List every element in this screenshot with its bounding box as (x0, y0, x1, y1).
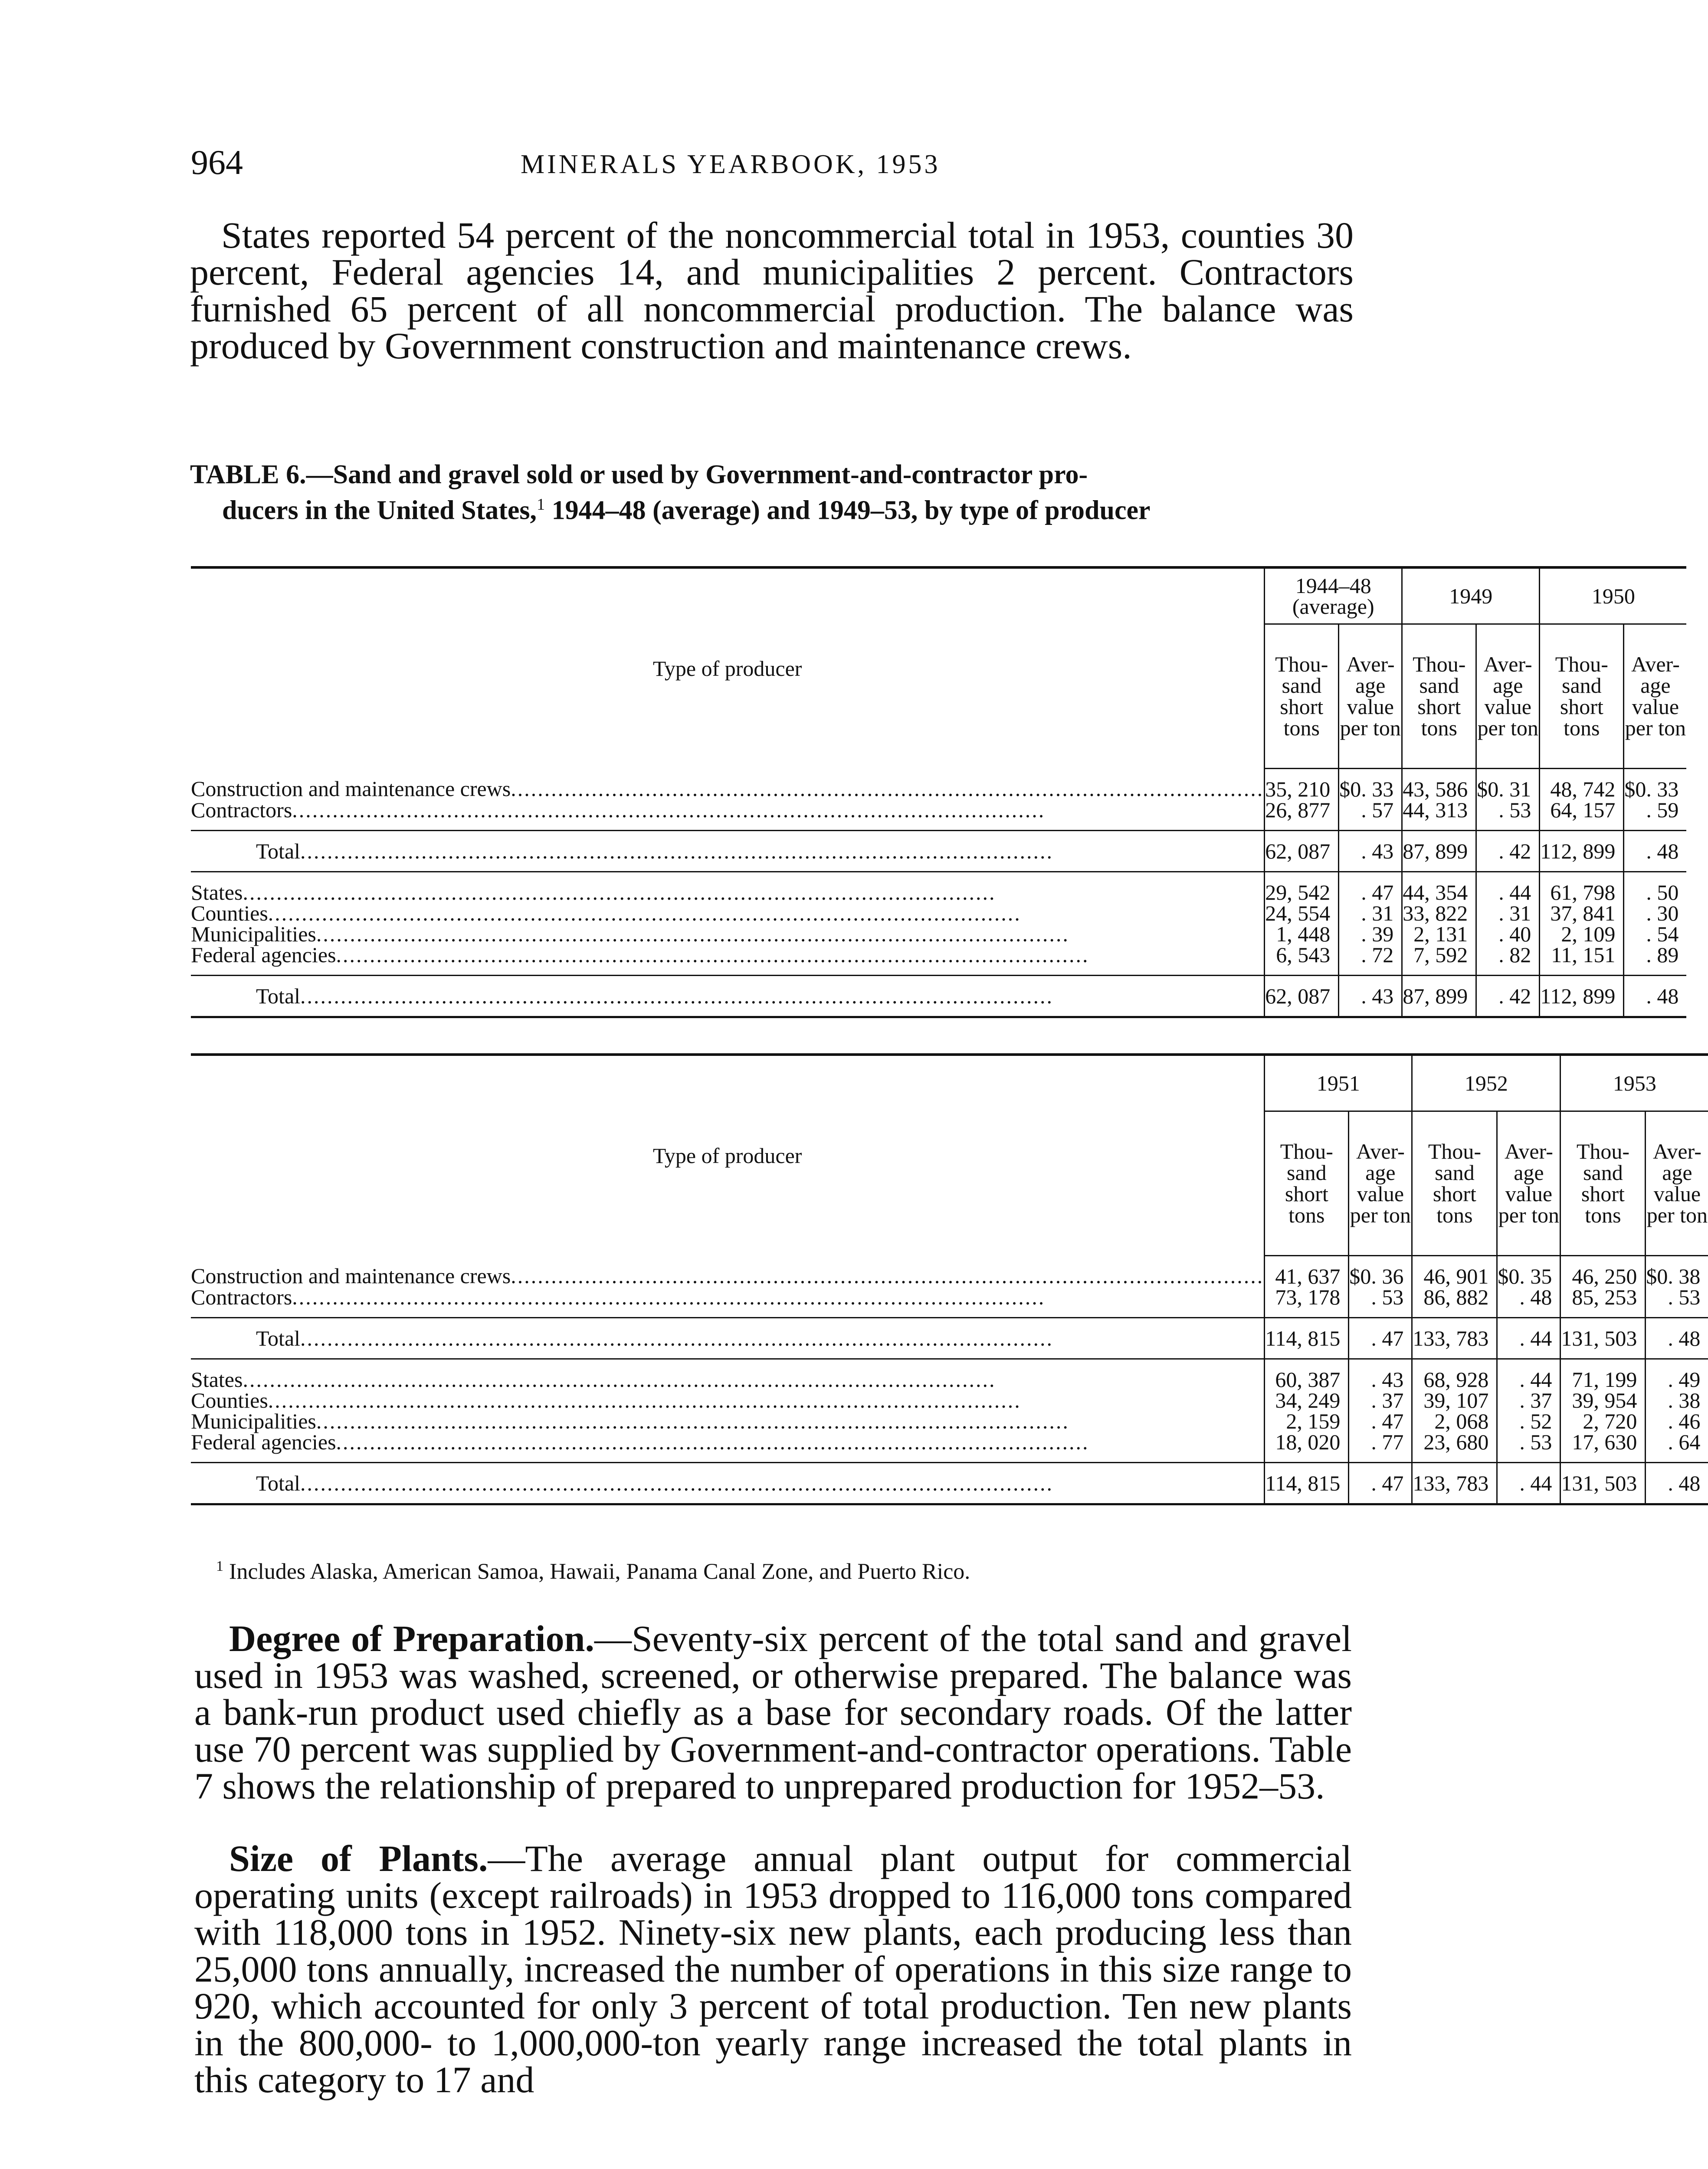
row-label-text: States (191, 1367, 243, 1392)
sub-header-avg: Aver- age value per ton (1349, 1111, 1412, 1256)
cell-thousand-tons: 2, 159 (1265, 1411, 1349, 1432)
year-header: 1952 (1412, 1055, 1560, 1111)
table-row (191, 1390, 1708, 1411)
cell-value-per-ton: . 31 (1339, 903, 1402, 924)
cell-value-per-ton: . 89 (1624, 944, 1687, 976)
dot-leader: ................................................................................................................ (316, 922, 1069, 946)
cell-value-per-ton: . 47 (1339, 872, 1402, 903)
cell-thousand-tons: 34, 249 (1265, 1390, 1349, 1411)
dot-leader: ................................................................................................................ (243, 1367, 996, 1392)
cell-thousand-tons: 39, 107 (1412, 1390, 1497, 1411)
cell-value-per-ton: $0. 31 (1476, 769, 1540, 800)
stub-header: Type of producer (652, 656, 802, 681)
row-label (191, 1359, 1265, 1390)
cell-value-per-ton: . 37 (1349, 1390, 1412, 1411)
dot-leader: ................................................................................................................ (316, 1409, 1069, 1433)
cell-value-per-ton: . 49 (1646, 1359, 1708, 1390)
row-label (191, 872, 1265, 903)
year-header-row (191, 567, 1686, 624)
row-label (191, 1256, 1265, 1287)
cell-thousand-tons: 26, 877 (1265, 799, 1339, 831)
cell-thousand-tons: 33, 822 (1402, 903, 1476, 924)
cell-value-per-ton: . 72 (1339, 944, 1402, 976)
cell-thousand-tons: 44, 354 (1402, 872, 1476, 903)
sub-header-tons: Thou- sand short tons (1540, 624, 1624, 769)
sub-header-avg: Aver- age value per ton (1497, 1111, 1560, 1256)
table-footnote (216, 1558, 970, 1584)
row-label-text: Municipalities (191, 1409, 316, 1433)
row-label-text: Total (256, 1326, 301, 1350)
caption-text-b: 1944–48 (average) and 1949–53, by type of producer (545, 495, 1151, 525)
footnote-text: Includes Alaska, American Samoa, Hawaii, Panama Canal Zone, and Puerto Rico. (223, 1559, 970, 1584)
cell-value-per-ton: $0. 36 (1349, 1256, 1412, 1287)
row-label (191, 831, 1265, 872)
table-row (191, 1432, 1708, 1463)
table-row-total (191, 1318, 1708, 1359)
cell-value-per-ton: . 82 (1476, 944, 1540, 976)
sub-header-tons: Thou- sand short tons (1560, 1111, 1646, 1256)
cell-value-per-ton: . 59 (1624, 799, 1687, 831)
cell-thousand-tons: 2, 131 (1402, 924, 1476, 944)
degree-of-preparation-paragraph (194, 1620, 1352, 1805)
table-part-1951-1953 (191, 1053, 1708, 1505)
cell-thousand-tons: 35, 210 (1265, 769, 1339, 800)
cell-value-per-ton: . 53 (1476, 799, 1540, 831)
cell-thousand-tons: 44, 313 (1402, 799, 1476, 831)
cell-value-per-ton: $0. 38 (1646, 1256, 1708, 1287)
footnote-marker: 1 (216, 1558, 223, 1574)
table-row (191, 1411, 1708, 1432)
dot-leader: ................................................................................................................ (300, 1326, 1054, 1350)
sub-header-avg: Aver- age value per ton (1646, 1111, 1708, 1256)
cell-thousand-tons: 39, 954 (1560, 1390, 1646, 1411)
table-row (191, 1287, 1708, 1318)
running-title: MINERALS YEARBOOK, 1953 (521, 150, 941, 179)
cell-thousand-tons: 73, 178 (1265, 1287, 1349, 1318)
cell-value-per-ton: . 44 (1497, 1359, 1560, 1390)
cell-value-per-ton: . 54 (1624, 924, 1687, 944)
dot-leader: ................................................................................................................ (292, 1285, 1046, 1309)
cell-value-per-ton: . 30 (1624, 903, 1687, 924)
year-header: 1949 (1402, 567, 1540, 624)
cell-value-per-ton: . 43 (1339, 976, 1402, 1017)
cell-value-per-ton: . 48 (1624, 976, 1687, 1017)
cell-value-per-ton: . 40 (1476, 924, 1540, 944)
row-label-text: Total (256, 1471, 301, 1495)
cell-value-per-ton: . 44 (1497, 1318, 1560, 1359)
dot-leader: ................................................................................................................ (300, 1471, 1054, 1495)
cell-value-per-ton: . 47 (1349, 1318, 1412, 1359)
row-label-text: Federal agencies (191, 943, 336, 967)
row-label-text: Total (256, 984, 301, 1008)
row-label (191, 924, 1265, 944)
size-text: —The average annual plant output for commercial operating units (except railroads) in 1953 dropped to 116,000 tons compared with 118,000 tons in 1952. Ninety-six new plants, each producing less than 25,000 tons annually, increased the number of operations in this size range to 920, which accounted for only 3 percent of total production. Ten new plants in the 800,000- to 1,000,000-ton yearly range increased the total plants in this category to 17 and (194, 1838, 1352, 2100)
cell-thousand-tons: 133, 783 (1412, 1463, 1497, 1504)
cell-value-per-ton: . 53 (1349, 1287, 1412, 1318)
row-label (191, 769, 1265, 800)
cell-thousand-tons: 61, 798 (1540, 872, 1624, 903)
dot-leader: ................................................................................................................ (243, 880, 996, 904)
cell-value-per-ton: . 53 (1646, 1287, 1708, 1318)
table-row (191, 944, 1686, 976)
cell-thousand-tons: 17, 630 (1560, 1432, 1646, 1463)
sub-header-tons: Thou- sand short tons (1265, 1111, 1349, 1256)
table-part-1944-1950 (191, 566, 1686, 1018)
row-label-text: Counties (191, 901, 268, 925)
year-header-row (191, 1055, 1708, 1111)
cell-value-per-ton: $0. 33 (1339, 769, 1402, 800)
caption-footnote-ref: 1 (537, 495, 545, 514)
year-header: 1951 (1265, 1055, 1412, 1111)
cell-value-per-ton: $0. 35 (1497, 1256, 1560, 1287)
intro-paragraph: States reported 54 percent of the noncommercial total in 1953, counties 30 percent, Federal agencies 14, and municipalities 2 percent. Contractors furnished 65 percent of all noncommercial production. The balance was produced by Government construction and maintenance crews. (190, 214, 1354, 367)
cell-thousand-tons: 85, 253 (1560, 1287, 1646, 1318)
cell-value-per-ton: . 48 (1646, 1318, 1708, 1359)
row-label (191, 1463, 1265, 1504)
cell-value-per-ton: . 46 (1646, 1411, 1708, 1432)
cell-thousand-tons: 1, 448 (1265, 924, 1339, 944)
row-label-text: States (191, 880, 243, 904)
cell-value-per-ton: . 47 (1349, 1463, 1412, 1504)
cell-thousand-tons: 46, 901 (1412, 1256, 1497, 1287)
row-label (191, 944, 1265, 976)
cell-thousand-tons: 112, 899 (1540, 976, 1624, 1017)
row-label (191, 1390, 1265, 1411)
cell-thousand-tons: 37, 841 (1540, 903, 1624, 924)
row-label-text: Federal agencies (191, 1430, 336, 1454)
cell-thousand-tons: 29, 542 (1265, 872, 1339, 903)
table-row-total (191, 831, 1686, 872)
cell-thousand-tons: 18, 020 (1265, 1432, 1349, 1463)
sub-header-avg: Aver- age value per ton (1476, 624, 1540, 769)
row-label (191, 976, 1265, 1017)
cell-value-per-ton: . 52 (1497, 1411, 1560, 1432)
cell-thousand-tons: 64, 157 (1540, 799, 1624, 831)
cell-thousand-tons: 112, 899 (1540, 831, 1624, 872)
cell-thousand-tons: 71, 199 (1560, 1359, 1646, 1390)
cell-value-per-ton: . 38 (1646, 1390, 1708, 1411)
cell-thousand-tons: 87, 899 (1402, 976, 1476, 1017)
cell-value-per-ton: . 47 (1349, 1411, 1412, 1432)
cell-thousand-tons: 6, 543 (1265, 944, 1339, 976)
cell-value-per-ton: . 64 (1646, 1432, 1708, 1463)
row-label (191, 1411, 1265, 1432)
dot-leader: ................................................................................................................ (336, 1430, 1089, 1454)
cell-value-per-ton: . 39 (1339, 924, 1402, 944)
caption-text-a: ducers in the United States, (222, 495, 537, 525)
row-label-text: Contractors (191, 1285, 292, 1309)
table-row (191, 924, 1686, 944)
cell-thousand-tons: 86, 882 (1412, 1287, 1497, 1318)
cell-value-per-ton: . 43 (1339, 831, 1402, 872)
cell-value-per-ton: . 44 (1476, 872, 1540, 903)
cell-thousand-tons: 43, 586 (1402, 769, 1476, 800)
row-label (191, 1432, 1265, 1463)
cell-thousand-tons: 133, 783 (1412, 1318, 1497, 1359)
row-label-text: Total (256, 839, 301, 863)
degree-heading: Degree of Preparation. (229, 1618, 594, 1659)
dot-leader: ................................................................................................................ (511, 1264, 1264, 1288)
row-label-text: Construction and maintenance crews (191, 777, 511, 801)
sub-header-tons: Thou- sand short tons (1402, 624, 1476, 769)
cell-thousand-tons: 114, 815 (1265, 1463, 1349, 1504)
cell-value-per-ton: . 53 (1497, 1432, 1560, 1463)
cell-thousand-tons: 41, 637 (1265, 1256, 1349, 1287)
table-row (191, 799, 1686, 831)
sub-header-avg: Aver- age value per ton (1624, 624, 1687, 769)
size-of-plants-paragraph (194, 1840, 1352, 2098)
stub-header: Type of producer (652, 1143, 802, 1168)
table-row (191, 1359, 1708, 1390)
table-caption (190, 460, 1354, 526)
dot-leader: ................................................................................................................ (511, 777, 1264, 801)
row-label-text: Contractors (191, 798, 292, 822)
table-row-total (191, 976, 1686, 1017)
table-row (191, 1256, 1708, 1287)
cell-thousand-tons: 7, 592 (1402, 944, 1476, 976)
cell-value-per-ton: . 31 (1476, 903, 1540, 924)
dot-leader: ................................................................................................................ (268, 901, 1021, 925)
cell-value-per-ton: $0. 33 (1624, 769, 1687, 800)
dot-leader: ................................................................................................................ (300, 839, 1054, 863)
cell-thousand-tons: 23, 680 (1412, 1432, 1497, 1463)
running-head (191, 143, 1362, 187)
cell-value-per-ton: . 48 (1497, 1287, 1560, 1318)
cell-thousand-tons: 62, 087 (1265, 831, 1339, 872)
cell-thousand-tons: 48, 742 (1540, 769, 1624, 800)
cell-value-per-ton: . 43 (1349, 1359, 1412, 1390)
row-label-text: Construction and maintenance crews (191, 1264, 511, 1288)
dot-leader: ................................................................................................................ (268, 1388, 1021, 1412)
sub-header-tons: Thou- sand short tons (1265, 624, 1339, 769)
dot-leader: ................................................................................................................ (300, 984, 1054, 1008)
cell-thousand-tons: 2, 068 (1412, 1411, 1497, 1432)
cell-value-per-ton: . 57 (1339, 799, 1402, 831)
cell-value-per-ton: . 44 (1497, 1463, 1560, 1504)
cell-value-per-ton: . 48 (1624, 831, 1687, 872)
cell-thousand-tons: 131, 503 (1560, 1463, 1646, 1504)
cell-value-per-ton: . 50 (1624, 872, 1687, 903)
cell-thousand-tons: 131, 503 (1560, 1318, 1646, 1359)
cell-thousand-tons: 11, 151 (1540, 944, 1624, 976)
degree-text: —Seventy-six percent of the total sand and gravel used in 1953 was washed, screened, or otherwise prepared. The balance was a bank-run product used chiefly as a base for secondary roads. Of the latter use 70 percent was supplied by Government-and-contractor operations. Table 7 shows the relationship of prepared to unprepared production for 1952–53. (194, 1618, 1352, 1807)
size-heading: Size of Plants. (229, 1838, 488, 1879)
cell-value-per-ton: . 48 (1646, 1463, 1708, 1504)
cell-value-per-ton: . 42 (1476, 831, 1540, 872)
row-label (191, 903, 1265, 924)
table-caption-line2 (190, 490, 1354, 526)
row-label (191, 1318, 1265, 1359)
table-row (191, 769, 1686, 800)
year-header: 1950 (1540, 567, 1687, 624)
table-caption-line1: TABLE 6.—Sand and gravel sold or used by Government-and-contractor pro- (190, 460, 1088, 489)
cell-thousand-tons: 24, 554 (1265, 903, 1339, 924)
year-header: 1944–48 (average) (1265, 567, 1402, 624)
sub-header-avg: Aver- age value per ton (1339, 624, 1402, 769)
page-number: 964 (191, 144, 243, 182)
row-label-text: Municipalities (191, 922, 316, 946)
cell-thousand-tons: 60, 387 (1265, 1359, 1349, 1390)
year-header: 1953 (1560, 1055, 1708, 1111)
cell-thousand-tons: 46, 250 (1560, 1256, 1646, 1287)
table-row (191, 903, 1686, 924)
table-row (191, 872, 1686, 903)
cell-thousand-tons: 2, 720 (1560, 1411, 1646, 1432)
table-row-total (191, 1463, 1708, 1504)
row-label (191, 799, 1265, 831)
cell-thousand-tons: 68, 928 (1412, 1359, 1497, 1390)
cell-value-per-ton: . 37 (1497, 1390, 1560, 1411)
dot-leader: ................................................................................................................ (336, 943, 1089, 967)
cell-value-per-ton: . 42 (1476, 976, 1540, 1017)
cell-thousand-tons: 2, 109 (1540, 924, 1624, 944)
cell-thousand-tons: 114, 815 (1265, 1318, 1349, 1359)
cell-value-per-ton: . 77 (1349, 1432, 1412, 1463)
dot-leader: ................................................................................................................ (292, 798, 1046, 822)
cell-thousand-tons: 87, 899 (1402, 831, 1476, 872)
row-label-text: Counties (191, 1388, 268, 1412)
sub-header-tons: Thou- sand short tons (1412, 1111, 1497, 1256)
row-label (191, 1287, 1265, 1318)
cell-thousand-tons: 62, 087 (1265, 976, 1339, 1017)
